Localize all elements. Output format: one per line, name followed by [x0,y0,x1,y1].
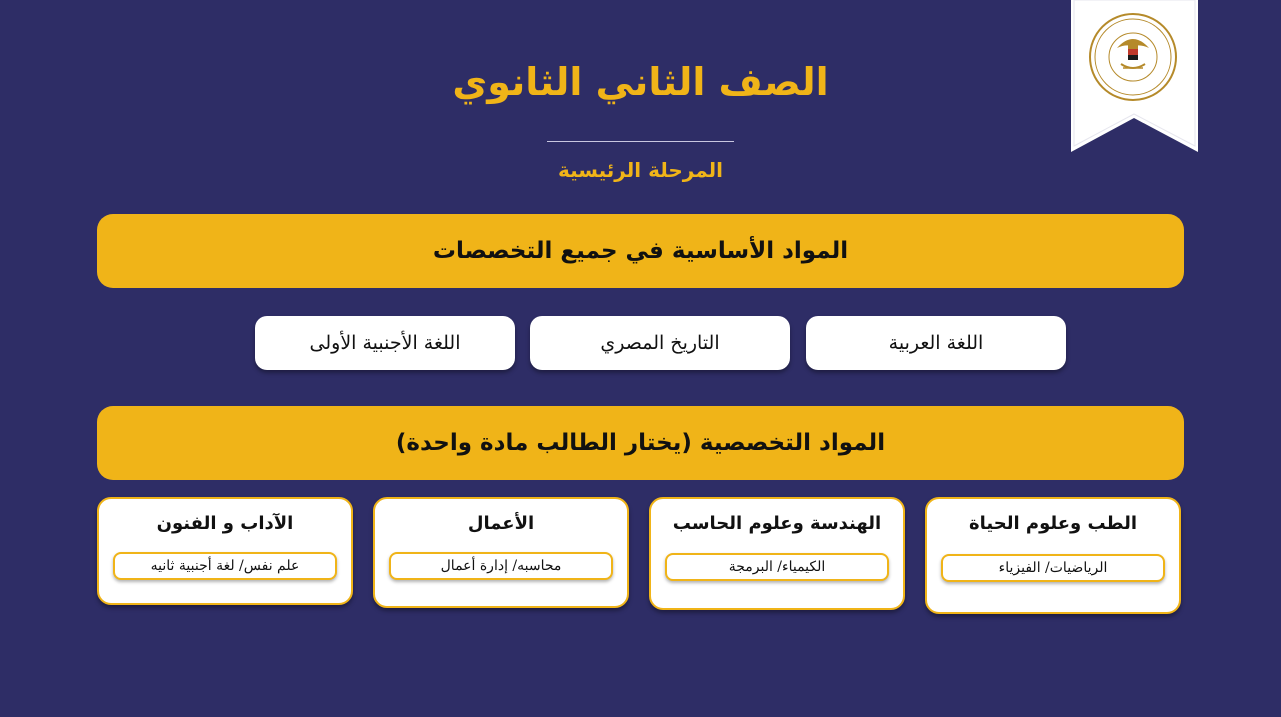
title-divider [547,141,734,142]
specialized-subjects-heading [97,406,1184,480]
track-subjects: علم نفس/ لغة أجنبية ثانيه [150,558,300,574]
track-name: الطب وعلوم الحياة [969,513,1137,534]
track-name: الهندسة وعلوم الحاسب [672,513,882,534]
track-card-medicine [925,497,1181,614]
track-subjects-pill [665,553,889,581]
core-subject-card [255,316,515,370]
core-subject-card [806,316,1066,370]
track-name: الآداب و الفنون [156,513,294,534]
core-subjects-heading-text: المواد الأساسية في جميع التخصصات [432,238,849,264]
core-subject-card [530,316,790,370]
track-subjects-pill [389,552,613,580]
track-subjects: محاسبه/ إدارة أعمال [440,558,562,574]
core-subject-label: اللغة الأجنبية الأولى [309,332,461,354]
track-card-engineering [649,497,905,610]
track-card-arts [97,497,353,605]
page-title: الصف الثاني الثانوي [452,60,829,104]
track-subjects: الرياضيات/ الفيزياء [998,560,1108,576]
track-subjects-pill [113,552,337,580]
core-subject-label: اللغة العربية [888,332,984,354]
specialized-subjects-heading-text: المواد التخصصية (يختار الطالب مادة واحدة) [395,430,886,456]
core-subject-label: التاريخ المصري [600,332,720,354]
track-name: الأعمال [467,513,535,534]
track-subjects-pill [941,554,1165,582]
track-card-business [373,497,629,608]
track-subjects: الكيمياء/ البرمجة [728,559,826,575]
core-subjects-heading [97,214,1184,288]
page-subtitle: المرحلة الرئيسية [557,158,723,182]
